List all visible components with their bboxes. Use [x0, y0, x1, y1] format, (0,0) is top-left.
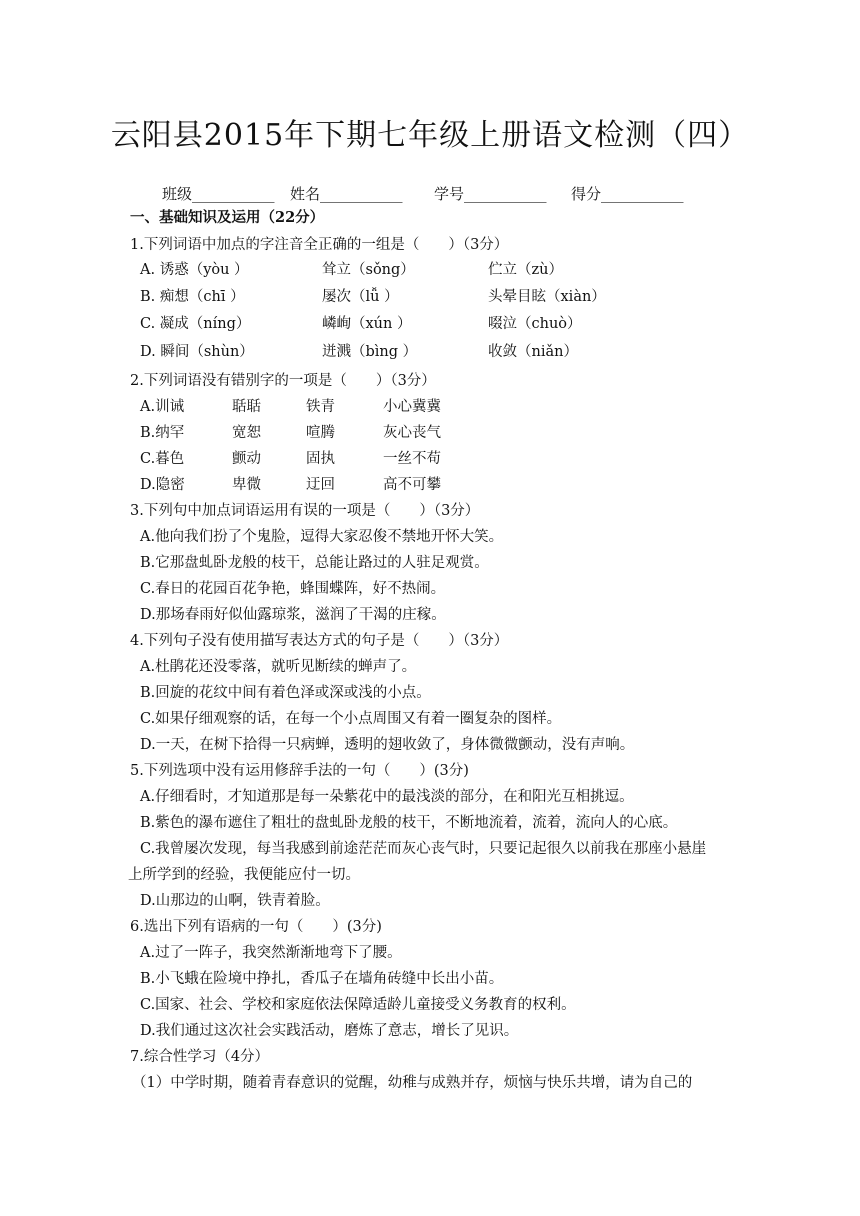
question-7-part-1: （1）中学时期，随着青春意识的觉醒，幼稚与成熟并存，烦恼与快乐共增，请为自己的: [132, 1075, 693, 1091]
option-cell: 收敛（niǎn）: [488, 344, 578, 360]
word-cell: D.隐密: [140, 477, 185, 493]
option-line: B.回旋的花纹中间有着色泽或深或浅的小点。: [140, 685, 431, 701]
word-cell: 高不可攀: [383, 477, 441, 493]
word-cell: 一丝不苟: [383, 451, 441, 467]
option-cell: 伫立（zù）: [488, 262, 563, 278]
word-cell: 颤动: [232, 451, 261, 467]
word-cell: C.暮色: [140, 451, 185, 467]
score-field[interactable]: 得分___________: [571, 185, 684, 203]
question-6-stem: 6.选出下列有语病的一句（ ）(3分): [130, 919, 382, 935]
option-line: C.我曾屡次发现，每当我感到前途茫茫而灰心丧气时，只要记起很久以前我在那座小悬崖: [140, 841, 707, 857]
word-cell: 喧腾: [306, 425, 335, 441]
word-cell: 迂回: [306, 477, 335, 493]
option-cell: A. 诱惑（yòu ）: [140, 262, 249, 278]
option-cell: 迸溅（bìng ）: [322, 344, 418, 360]
option-line: D.我们通过这次社会实践活动，磨炼了意志，增长了见识。: [140, 1023, 519, 1039]
option-cell: 耸立（sǒng）: [322, 262, 415, 278]
section-heading: 一、基础知识及运用（22分）: [130, 209, 325, 226]
name-field[interactable]: 姓名___________: [290, 185, 403, 203]
option-line: A.过了一阵子，我突然渐渐地弯下了腰。: [140, 945, 402, 961]
word-cell: 固执: [306, 451, 335, 467]
option-line: B.紫色的瀑布遮住了粗壮的盘虬卧龙般的枝干，不断地流着，流着，流向人的心底。: [140, 815, 678, 831]
student-number-field[interactable]: 学号___________: [434, 185, 547, 203]
option-line: B.它那盘虬卧龙般的枝干，总能让路过的人驻足观赏。: [140, 555, 489, 571]
option-line: D.一天，在树下拾得一只病蝉，透明的翅收敛了，身体微微颤动，没有声响。: [140, 737, 635, 753]
word-cell: 卑微: [232, 477, 261, 493]
option-line: C.国家、社会、学校和家庭依法保障适龄儿童接受义务教育的权利。: [140, 997, 576, 1013]
option-cell: 啜泣（chuò）: [488, 316, 582, 332]
question-4-stem: 4.下列句子没有使用描写表达方式的句子是（ ）（3分）: [130, 633, 509, 649]
option-line: A.杜鹃花还没零落，就听见断续的蝉声了。: [140, 659, 417, 675]
word-cell: 聒聒: [232, 399, 261, 415]
question-2-stem: 2.下列词语没有错别字的一项是（ ）（3分）: [130, 373, 436, 389]
question-1-stem: 1.下列词语中加点的字注音全正确的一组是（ ）（3分）: [130, 237, 509, 253]
option-line: A.他向我们扮了个鬼脸，逗得大家忍俊不禁地开怀大笑。: [140, 529, 504, 545]
question-7-stem: 7.综合性学习（4分）: [130, 1049, 270, 1065]
word-cell: 宽恕: [232, 425, 261, 441]
question-3-stem: 3.下列句中加点词语运用有误的一项是（ ）（3分）: [130, 503, 480, 519]
option-cell: C. 凝成（níng）: [140, 316, 251, 332]
option-cell: 头晕目眩（xiàn）: [488, 289, 606, 305]
option-cell: 嶙峋（xún ）: [322, 316, 412, 332]
option-line: D.那场春雨好似仙露琼浆，滋润了干渴的庄稼。: [140, 607, 446, 623]
option-cell: 屡次（lǚ ）: [322, 289, 399, 305]
word-cell: 灰心丧气: [383, 425, 441, 441]
word-cell: 铁青: [306, 399, 335, 415]
option-cell: B. 痴想（chī ）: [140, 289, 245, 305]
option-line-continued: 上所学到的经验，我便能应付一切。: [128, 867, 360, 883]
word-cell: A.训诫: [140, 399, 185, 415]
class-field[interactable]: 班级___________: [162, 185, 275, 203]
option-line: D.山那边的山啊，铁青着脸。: [140, 893, 330, 909]
page-title: 云阳县2015年下期七年级上册语文检测（四）: [110, 118, 750, 153]
option-line: C.春日的花园百花争艳，蜂围蝶阵，好不热闹。: [140, 581, 446, 597]
option-line: B.小飞蛾在险境中挣扎，香瓜子在墙角砖缝中长出小苗。: [140, 971, 504, 987]
word-cell: B.纳罕: [140, 425, 185, 441]
option-line: A.仔细看时，才知道那是每一朵紫花中的最浅淡的部分，在和阳光互相挑逗。: [140, 789, 634, 805]
question-5-stem: 5.下列选项中没有运用修辞手法的一句（ ）(3分): [130, 763, 469, 779]
option-cell: D. 瞬间（shùn）: [140, 344, 254, 360]
option-line: C.如果仔细观察的话，在每一个小点周围又有着一圈复杂的图样。: [140, 711, 562, 727]
word-cell: 小心冀冀: [383, 399, 441, 415]
